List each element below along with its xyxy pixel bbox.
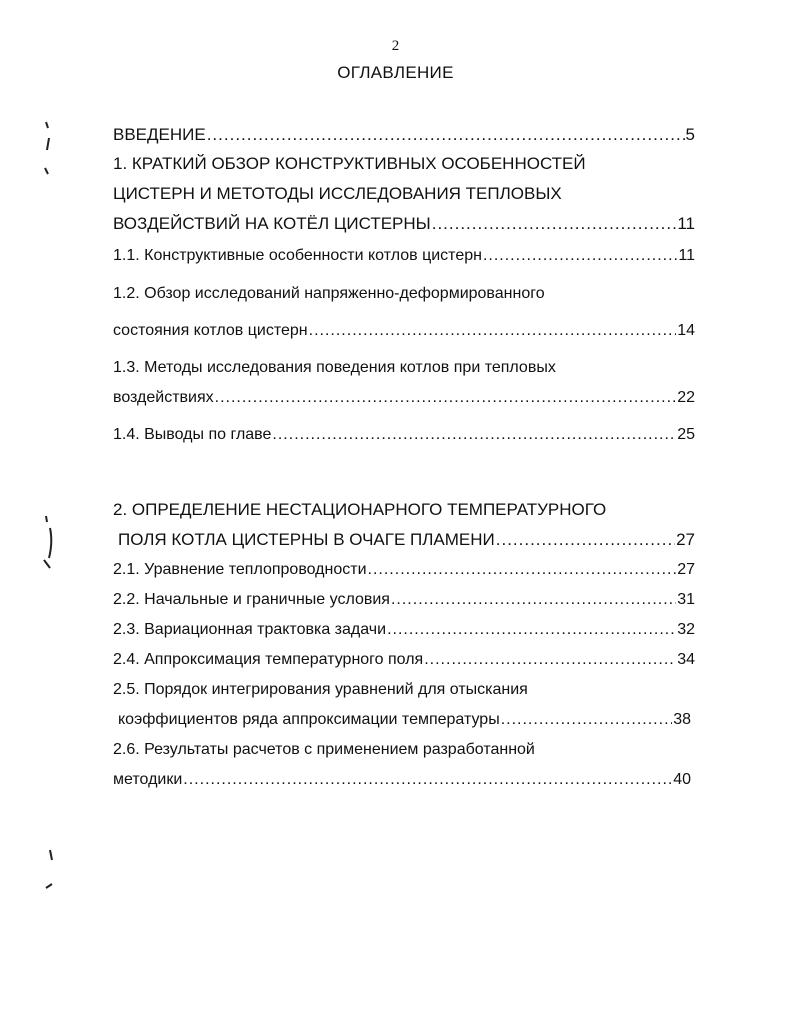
scan-artifact-mark	[38, 512, 58, 572]
toc-entry-title: 2.2. Начальные и граничные условия	[113, 591, 390, 608]
toc-entry-page: 38	[673, 711, 691, 728]
toc-entry-page: 32	[677, 621, 695, 638]
toc-section-1-2[interactable]	[113, 322, 695, 340]
toc-entry-page: 34	[677, 651, 695, 668]
leader-dots	[215, 389, 677, 407]
toc-entry-page: 40	[673, 771, 691, 788]
toc-entry-page: 25	[677, 426, 695, 443]
toc-entry-title: 1.4. Выводы по главе	[113, 426, 272, 443]
toc-section-1-3-line-1[interactable]: 1.3. Методы исследования поведения котлов при тепловых	[113, 359, 556, 376]
toc-section-2-6-line-1[interactable]: 2.6. Результаты расчетов с применением разработанной	[113, 741, 535, 758]
toc-section-2-5[interactable]	[118, 711, 691, 729]
toc-entry-intro[interactable]	[113, 125, 695, 145]
leader-dots	[183, 771, 672, 789]
leader-dots	[272, 426, 676, 444]
leader-dots	[501, 711, 673, 729]
toc-section-2-3[interactable]	[113, 621, 695, 639]
leader-dots	[368, 561, 677, 579]
toc-section-2-2[interactable]	[113, 591, 695, 609]
toc-entry-title: ПОЛЯ КОТЛА ЦИСТЕРНЫ В ОЧАГЕ ПЛАМЕНИ	[118, 530, 495, 549]
toc-chapter-2[interactable]	[118, 530, 695, 550]
toc-entry-page: 5	[685, 125, 695, 144]
toc-entry-title: методики	[113, 771, 183, 788]
scan-artifact-mark	[40, 846, 60, 896]
toc-section-2-1[interactable]	[113, 561, 695, 579]
toc-entry-title: состояния котлов цистерн	[113, 322, 308, 339]
scan-artifact-mark	[38, 118, 54, 178]
toc-entry-page: 14	[677, 322, 695, 339]
toc-chapter-1-line-1[interactable]: 1. КРАТКИЙ ОБЗОР КОНСТРУКТИВНЫХ ОСОБЕННОСТЕЙ	[113, 154, 586, 173]
toc-entry-title: 2.3. Вариационная трактовка задачи	[113, 621, 387, 638]
leader-dots	[432, 214, 677, 234]
toc-title: ОГЛАВЛЕНИЕ	[337, 63, 454, 82]
toc-chapter-1-line-2[interactable]: ЦИСТЕРН И МЕТОТОДЫ ИССЛЕДОВАНИЯ ТЕПЛОВЫХ	[113, 184, 562, 203]
toc-entry-page: 27	[676, 530, 695, 549]
toc-entry-title: ВОЗДЕЙСТВИЙ НА КОТЁЛ ЦИСТЕРНЫ	[113, 214, 431, 233]
toc-entry-page: 11	[677, 214, 695, 233]
toc-entry-page: 22	[677, 389, 695, 406]
leader-dots	[207, 125, 685, 145]
toc-entry-title: ВВЕДЕНИЕ	[113, 125, 206, 144]
toc-section-1-1[interactable]	[113, 247, 695, 265]
leader-dots	[391, 591, 676, 609]
toc-section-2-5-line-1[interactable]: 2.5. Порядок интегрирования уравнений для отыскания	[113, 681, 528, 698]
toc-entry-page: 31	[677, 591, 695, 608]
toc-entry-title: коэффициентов ряда аппроксимации температуры	[118, 711, 500, 728]
leader-dots	[496, 530, 675, 550]
toc-section-2-6[interactable]	[113, 771, 691, 789]
leader-dots	[483, 247, 677, 265]
toc-entry-title: 2.4. Аппроксимация температурного поля	[113, 651, 424, 668]
toc-entry-title: воздействиях	[113, 389, 214, 406]
toc-section-1-2-line-1[interactable]: 1.2. Обзор исследований напряженно-деформированного	[113, 285, 545, 302]
leader-dots	[387, 621, 676, 639]
toc-chapter-1[interactable]	[113, 214, 695, 234]
toc-entry-title: 1.1. Конструктивные особенности котлов цистерн	[113, 247, 482, 264]
toc-section-1-3[interactable]	[113, 389, 695, 407]
leader-dots	[309, 322, 677, 340]
toc-section-2-4[interactable]	[113, 651, 695, 669]
toc-chapter-2-line-1[interactable]: 2. ОПРЕДЕЛЕНИЕ НЕСТАЦИОНАРНОГО ТЕМПЕРАТУРНОГО	[113, 500, 607, 519]
toc-entry-title: 2.1. Уравнение теплопроводности	[113, 561, 367, 578]
leader-dots	[424, 651, 676, 669]
toc-section-1-4[interactable]	[113, 426, 695, 444]
toc-entry-page: 11	[678, 247, 695, 264]
toc-entry-page: 27	[677, 561, 695, 578]
page-number: 2	[391, 38, 400, 54]
